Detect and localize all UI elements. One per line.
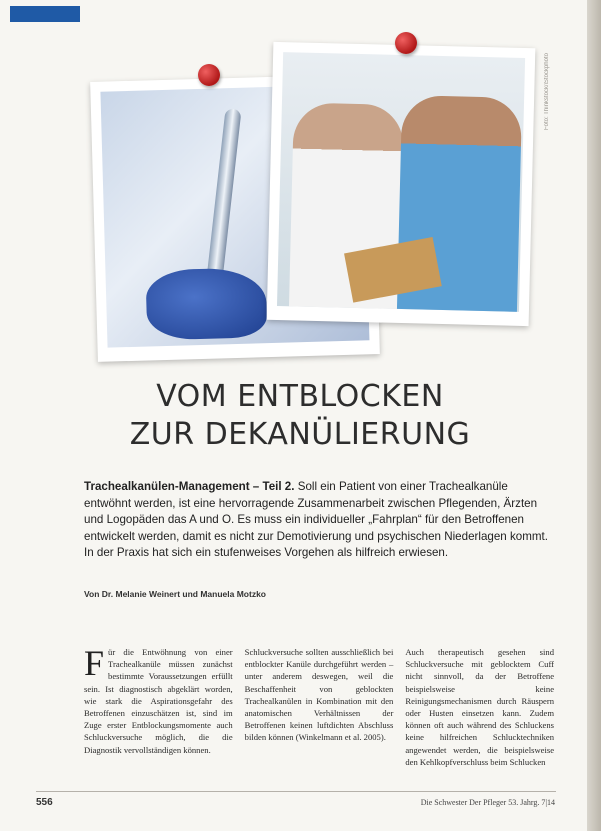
section-tab xyxy=(10,6,80,22)
gloved-hand xyxy=(145,267,267,340)
article-body xyxy=(84,643,555,791)
body-column-2 xyxy=(245,646,394,791)
doctor-nurse-photo xyxy=(267,42,536,326)
author-byline: Von Dr. Melanie Weinert und Manuela Motzko xyxy=(84,589,266,599)
body-column-1 xyxy=(84,643,233,791)
drop-cap: F xyxy=(84,643,105,683)
body-text-2: Schluckversuche sollten ausschließlich bei entblockter Kanüle durchgeführt werden – unter anderem deswegen, weil die Beschaffenheit von geblockten Trachealkanülen in Kombination mit den anatomischen Verhältnissen der Betroffenen keinen luftdichten Abschluss bilden können (Winkelmann et al. 2005). xyxy=(244,647,394,743)
headline-line-1: VOM ENTBLOCKEN xyxy=(156,379,444,414)
page-edge xyxy=(587,0,601,831)
pushpin-icon xyxy=(198,64,220,86)
body-column-3 xyxy=(405,646,554,791)
lead-text: Soll ein Patient von einer Trachealkanüle entwöhnt werden, ist eine hervorragende Zusammenarbeit zwischen Pflegenden, Ärzten und Logopäden das A und O. Es muss ein individueller „Fahrplan“ für den Betroffenen entwickelt werden, damit es nicht zur Demotivierung und psychischen Niederlagen kommt. In der Praxis hat sich ein stufenweises Vorgehen als hilfreich erwiesen. xyxy=(84,480,548,560)
lead-kicker: Trachealkanülen-Management – Teil 2. xyxy=(84,480,295,493)
photo-credit: Foto: Thinkstock/iStockphoto xyxy=(544,53,550,130)
body-text-1: ür die Entwöhnung von einer Trachealkanüle müssen zunächst bestimmte Voraussetzungen erfüllt sein. Ist diagnostisch abgeklärt worden, wie stark die Aspirationsgefahr des Betroffenen einzuschätzen ist, sind im Zuge erster Entblockungsmomente auch Schluckversuche möglich, die die Diagnostik vervollständigen können. xyxy=(84,647,233,755)
page-number: 556 xyxy=(36,797,53,808)
body-text-3: Auch therapeutisch gesehen sind Schluckversuche mit geblocktem Cuff nicht sinnvoll, da der Betroffene beispielsweise keine Reinigungsmechanismen durch Räuspern oder Husten einsetzen kann. Zudem können oft auch während des Schluckens keine hilfreichen Schlucktechniken angewendet werden, die beispielsweise den Kehlkopfverschluss beim Schlucken xyxy=(405,647,555,767)
pushpin-icon xyxy=(395,32,417,54)
journal-reference: Die Schwester Der Pfleger 53. Jahrg. 7|14 xyxy=(420,798,555,807)
headline-line-2: ZUR DEKANÜLIERUNG xyxy=(129,417,471,452)
article-lead xyxy=(84,479,554,562)
footer-rule xyxy=(36,791,556,792)
article-headline xyxy=(60,378,540,454)
